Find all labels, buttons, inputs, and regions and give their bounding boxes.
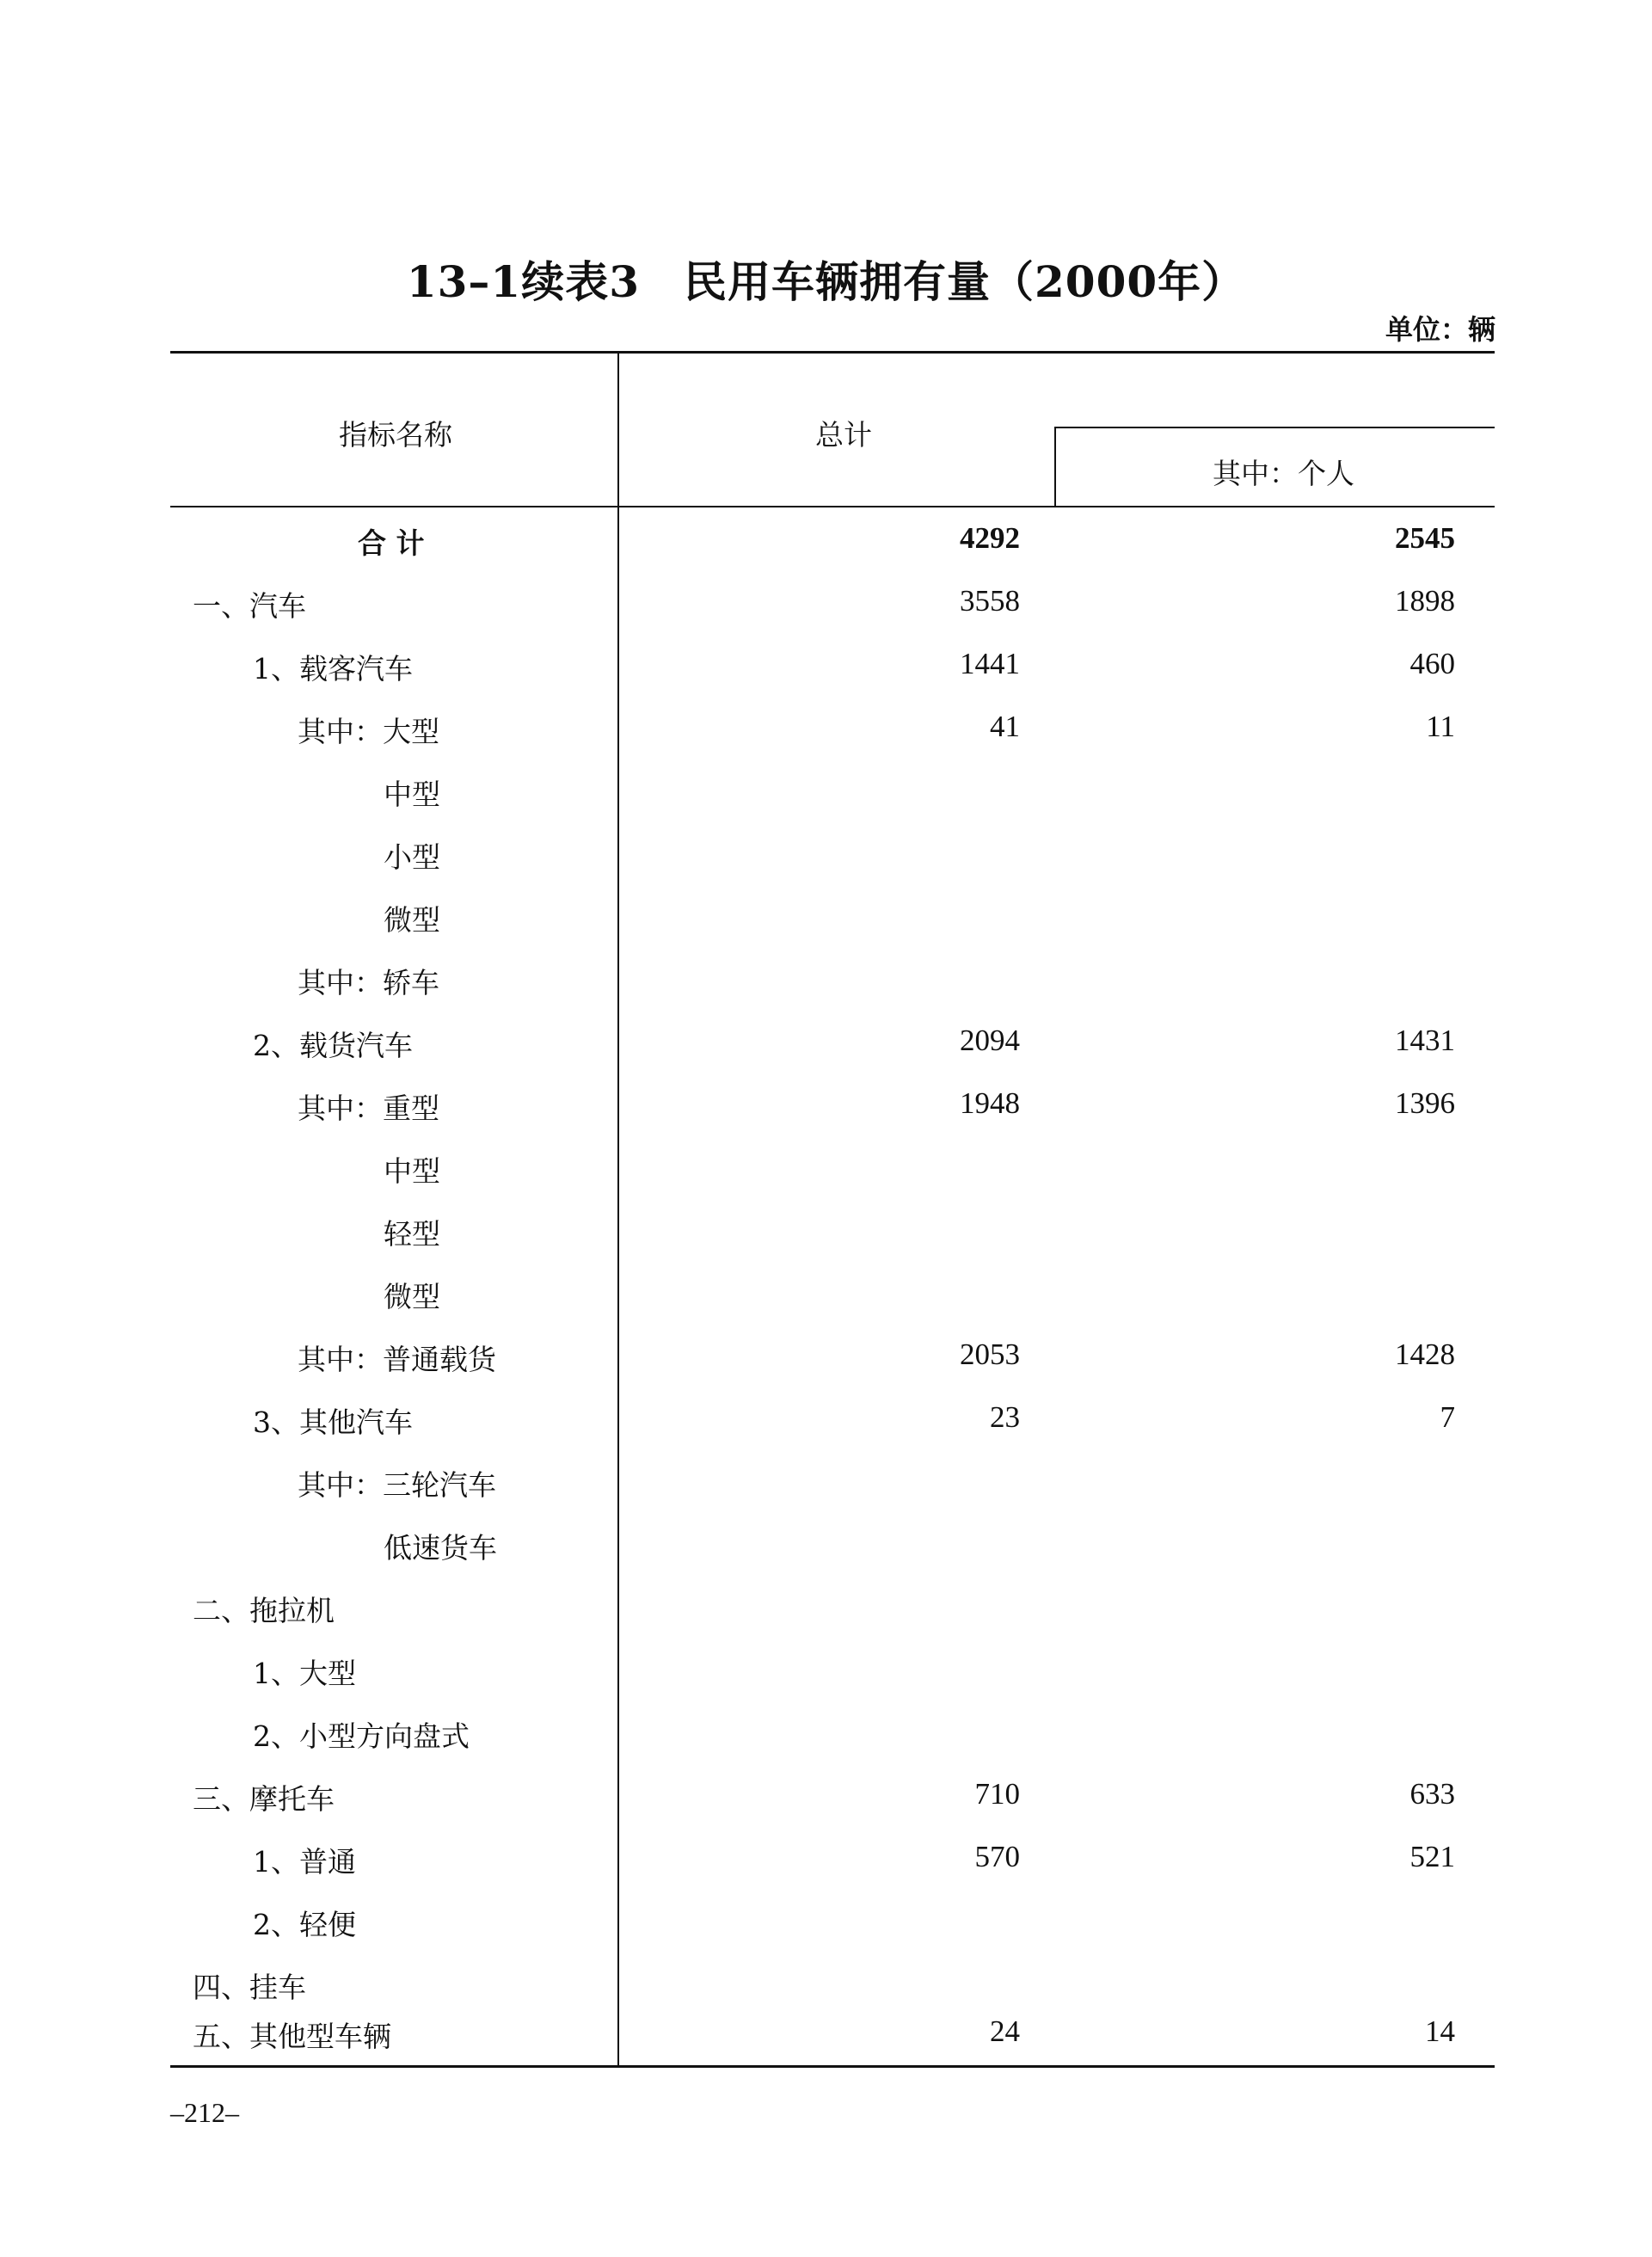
row-total: 3558 [960,584,1020,618]
table-row [170,633,1495,696]
row-name: 合 计 [358,526,425,560]
row-total: 570 [974,1840,1020,1873]
table-row [170,821,1495,884]
table-row [170,570,1495,633]
row-name: 二、拖拉机 [193,1594,335,1627]
table-top-rule [170,351,1495,354]
table-row [170,1763,1495,1826]
row-personal: 521 [1409,1840,1455,1873]
row-name: 其中：三轮汽车 [298,1468,496,1502]
row-name: 3、其他汽车 [253,1405,413,1439]
row-name: 四、挂车 [193,1971,306,2004]
row-personal: 1396 [1395,1086,1455,1120]
row-name: 小型 [384,840,440,874]
table-row [170,1324,1495,1387]
row-personal: 1898 [1395,584,1455,618]
row-name: 1、普通 [253,1845,356,1879]
table-row [170,1010,1495,1073]
table-row [170,1638,1495,1700]
page-title: 13–1续表3 民用车辆拥有量（2000年） [406,256,1246,307]
row-total: 1441 [960,647,1020,680]
row-total: 710 [974,1777,1020,1811]
header-indicator-name: 指标名称 [339,418,452,452]
row-personal: 1428 [1395,1338,1455,1371]
row-name: 五、其他型车辆 [193,2020,391,2053]
table-row [170,1449,1495,1512]
row-personal: 11 [1426,710,1455,743]
row-total: 41 [990,710,1020,743]
table-row [170,1135,1495,1198]
row-total: 1948 [960,1086,1020,1120]
row-name: 1、大型 [253,1657,356,1690]
subheader-divider [1054,427,1056,507]
table-row [170,1387,1495,1449]
table-row [170,947,1495,1010]
table-row [170,507,1495,570]
row-name: 轻型 [384,1217,440,1251]
subheader-rule [1054,427,1495,428]
table-row [170,1261,1495,1324]
row-personal: 1431 [1395,1024,1455,1057]
row-personal: 7 [1440,1400,1455,1434]
data-table [170,351,1495,2068]
row-name: 其中：重型 [298,1092,439,1125]
table-row [170,1073,1495,1135]
table-row [170,2001,1495,2063]
table-row [170,1700,1495,1763]
row-name: 低速货车 [384,1531,497,1565]
row-name: 一、汽车 [193,589,306,623]
table-row [170,1512,1495,1575]
table-row [170,1198,1495,1261]
row-name: 2、载货汽车 [253,1029,413,1062]
row-name: 1、载客汽车 [253,652,413,686]
row-name: 其中：大型 [298,715,439,748]
unit-label: 单位：辆 [1385,313,1495,346]
header-total: 总计 [815,418,872,452]
row-total: 24 [990,2014,1020,2048]
row-total: 23 [990,1400,1020,1434]
table-row [170,884,1495,947]
row-name: 微型 [384,903,440,937]
table-row [170,1889,1495,1952]
header-personal: 其中：个人 [1213,457,1354,490]
table-row [170,1826,1495,1889]
row-personal: 14 [1425,2014,1455,2048]
row-name: 中型 [384,1154,440,1188]
row-personal: 2545 [1395,521,1455,555]
row-total: 2094 [960,1024,1020,1057]
table-row [170,696,1495,759]
row-name: 中型 [384,778,440,811]
row-name: 微型 [384,1280,440,1313]
row-total: 4292 [960,521,1020,555]
row-name: 2、小型方向盘式 [253,1719,470,1753]
row-name: 三、摩托车 [193,1782,335,1816]
page-number: –212– [170,2097,239,2128]
table-row [170,759,1495,821]
row-total: 2053 [960,1338,1020,1371]
row-personal: 460 [1409,647,1455,680]
table-row [170,1575,1495,1638]
row-name: 其中：轿车 [298,966,439,999]
row-personal: 633 [1409,1777,1455,1811]
table-bottom-rule [170,2065,1495,2068]
row-name: 2、轻便 [253,1908,356,1941]
row-name: 其中：普通载货 [298,1343,496,1376]
